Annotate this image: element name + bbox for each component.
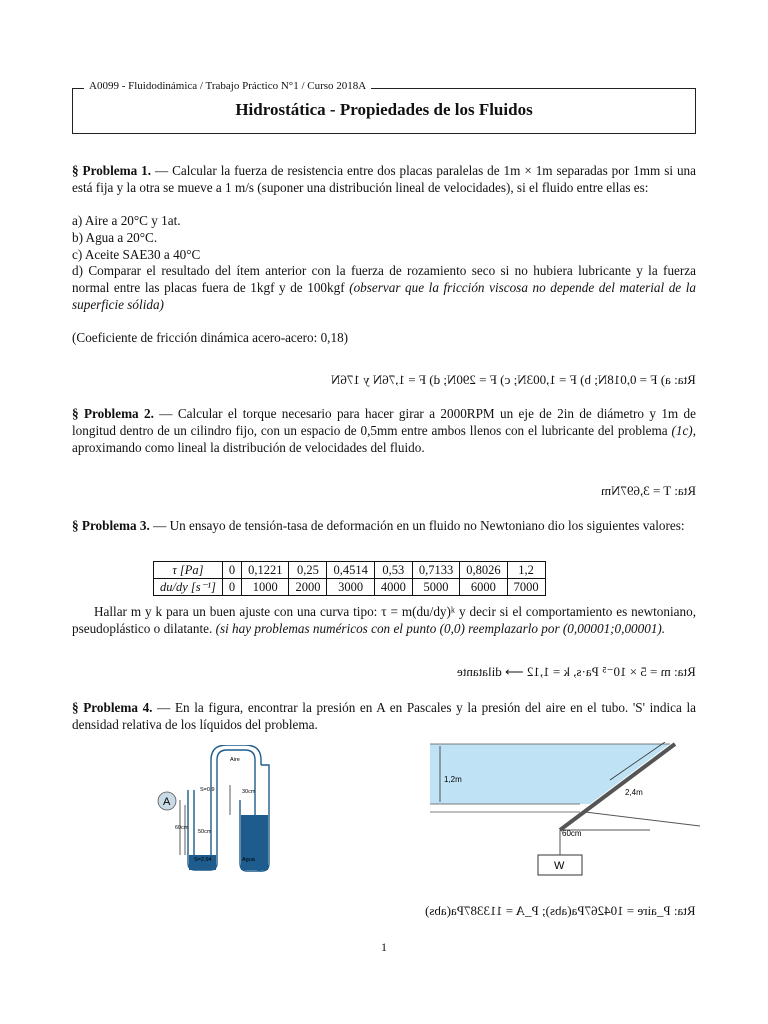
page-number: 1 bbox=[381, 940, 387, 954]
problem1-item-b: b) Agua a 20°C. bbox=[72, 229, 158, 245]
problem4-label: § Problema 4. bbox=[72, 700, 153, 715]
table-cell: 2000 bbox=[289, 579, 327, 596]
table-cell: 1000 bbox=[242, 579, 289, 596]
course-line: A0099 - Fluidodinámica / Trabajo Práctico N°1 / Curso 2018A bbox=[84, 80, 371, 92]
problem2-answer: Rta: T = 3,697Nm bbox=[601, 483, 696, 498]
tank-figure bbox=[420, 742, 720, 882]
problem3-question: Hallar m y k para un buen ajuste con una curva tipo: τ = m(du/dy)ᵏ y decir si el comportamiento es newtoniano, pseudoplástico o dilatante. (si hay problemas numéricos con el punto (0,0) reemplazarlo por (0,00001;0,00001). bbox=[72, 604, 696, 636]
table-cell: 0,25 bbox=[289, 562, 327, 579]
problem2-statement: § Problema 2. — Calcular el torque necesario para hacer girar a 2000RPM un eje de 2in de diámetro y 1m de longitud dentro de un cilindro fijo, con un espacio de 0,5mm entre ambos llenos con el lubricante del problema (1c), aproximando como lineal la distribución de velocidades del fluido. bbox=[72, 406, 696, 455]
table-cell: 0,1221 bbox=[242, 562, 289, 579]
table-cell: 0,8026 bbox=[460, 562, 507, 579]
table-cell: 0 bbox=[222, 562, 241, 579]
problem2-label: § Problema 2. bbox=[72, 406, 154, 421]
problem1-item-d-note: (observar que la fricción viscosa no depende del material de la superficie sólida) bbox=[72, 280, 696, 312]
fig1-d50: 50cm bbox=[198, 829, 212, 835]
fig1-air: Aire bbox=[230, 757, 240, 763]
problem2-ref: (1c) bbox=[671, 422, 693, 438]
fig1-water: Agua bbox=[242, 857, 255, 863]
problem1-statement bbox=[72, 163, 696, 197]
table-header-dudy: du/dy [s⁻¹] bbox=[154, 579, 223, 596]
table-cell: 5000 bbox=[412, 579, 459, 596]
problem3-note: (si hay problemas numéricos con el punto (0,0) reemplazarlo por (0,00001;0,00001). bbox=[215, 620, 666, 636]
table-cell: 4000 bbox=[374, 579, 412, 596]
table-row bbox=[154, 562, 546, 579]
fig2-h: 1,2m bbox=[444, 775, 462, 784]
page-title: Hidrostática - Propiedades de los Fluidos bbox=[235, 100, 533, 119]
table-cell: 7000 bbox=[507, 579, 545, 596]
table-cell: 3000 bbox=[327, 579, 374, 596]
table-cell: 0,53 bbox=[374, 562, 412, 579]
table-cell: 6000 bbox=[460, 579, 507, 596]
fig1-s2: S=2,94 bbox=[194, 857, 212, 863]
fig2-weight: W bbox=[554, 860, 565, 872]
problem1-item-c: c) Aceite SAE30 a 40°C bbox=[72, 246, 201, 262]
table-cell: 0,7133 bbox=[412, 562, 459, 579]
manometer-figure bbox=[150, 745, 280, 880]
problem3-statement: § Problema 3. — Un ensayo de tensión-tasa de deformación en un fluido no Newtoniano dio los siguientes valores: bbox=[72, 518, 685, 533]
problem1-items bbox=[72, 213, 696, 314]
fig1-s1: S=0,9 bbox=[200, 787, 215, 793]
problem3-answer: Rta: m = 5 × 10⁻⁵ Pa·s, k = 1,12 ⟶ dilatante bbox=[457, 664, 696, 679]
table-header-tau: τ [Pa] bbox=[154, 562, 223, 579]
table-cell: 0 bbox=[222, 579, 241, 596]
table-row bbox=[154, 579, 546, 596]
problem4-answer: Rta: P_aire = 104267Pa(abs); P_A = 113387Pa(abs) bbox=[425, 903, 696, 918]
table-cell: 0,4514 bbox=[327, 562, 374, 579]
fig1-d60: 60cm bbox=[175, 825, 189, 831]
problem4-statement: § Problema 4. — En la figura, encontrar la presión en A en Pascales y la presión del aire en el tubo. 'S' indica la densidad relativa de los líquidos del problema. bbox=[72, 700, 696, 732]
point-a-label: A bbox=[163, 796, 171, 808]
problem1-text: — Calcular la fuerza de resistencia entre dos placas paralelas de 1m × 1m separadas por 1mm si una está fija y la otra se mueve a 1 m/s (suponer una distribución lineal de velocidades), si el fluido entre ellas es: bbox=[72, 163, 696, 195]
problem1-item-a: a) Aire a 20°C y 1at. bbox=[72, 213, 181, 228]
fig1-d30: 30cm bbox=[242, 789, 256, 795]
problem1-answer: Rta: a) F = 0,018N; b) F = 1,003N; c) F = 290N; d) F = 1,76N y 176N bbox=[331, 372, 696, 387]
problem1-item-d: d) Comparar el resultado del ítem anterior con la fuerza de rozamiento seco si no hubiera lubricante y la fuerza normal entre las placas fuera de 1kgf y de 100kgf (observar que la fricción viscosa no depende del material de la superficie sólida) bbox=[72, 263, 696, 312]
problem1-friction: (Coeficiente de fricción dinámica acero-acero: 0,18) bbox=[72, 330, 349, 345]
problem3-label: § Problema 3. bbox=[72, 518, 150, 533]
problem1-label: § Problema 1. bbox=[72, 163, 152, 178]
fig2-gate: 60cm bbox=[562, 829, 582, 838]
table-cell: 1,2 bbox=[507, 562, 545, 579]
data-table bbox=[153, 561, 546, 596]
fig2-slope: 2,4m bbox=[625, 788, 643, 797]
